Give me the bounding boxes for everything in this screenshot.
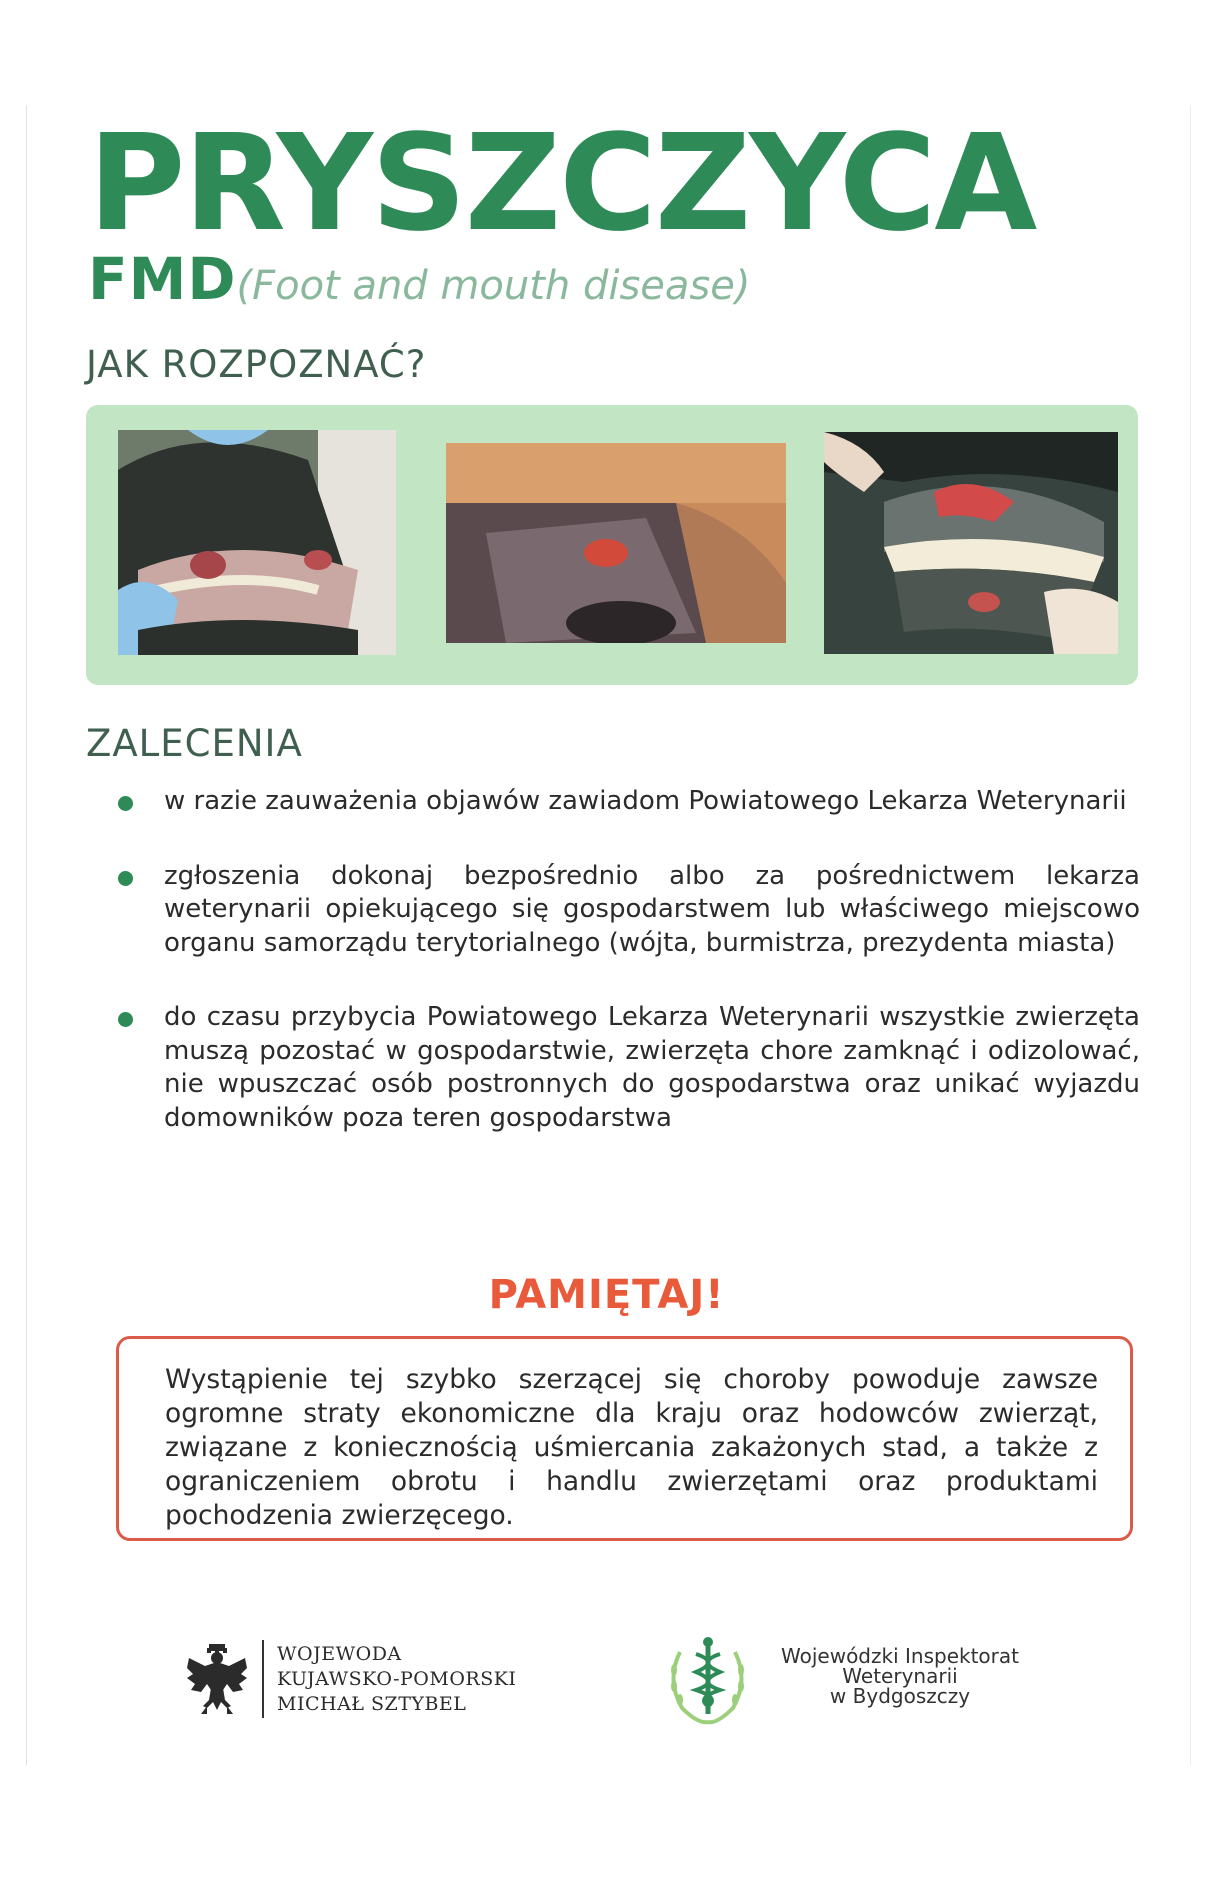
- warning-box: [116, 1336, 1133, 1541]
- photo-cattle-tongue-lesion: [824, 432, 1118, 654]
- governor-line-3: MICHAŁ SZTYBEL: [277, 1693, 467, 1715]
- list-item: [110, 785, 1140, 819]
- governor-text: [277, 1642, 516, 1717]
- subtitle: [88, 245, 750, 313]
- inspectorate-line-3: w Bydgoszczy: [829, 1684, 971, 1708]
- photo-hoof-lesion: [446, 443, 786, 643]
- divider: [262, 1640, 264, 1718]
- governor-signature: [185, 1640, 535, 1720]
- scan-edge-left: [26, 105, 27, 1765]
- inspectorate-signature: [660, 1632, 1100, 1727]
- subtitle-abbreviation: FMD: [88, 245, 237, 313]
- recommendations-list: [110, 785, 1140, 1176]
- bullet-icon: [118, 871, 133, 886]
- polish-eagle-icon: [185, 1644, 249, 1716]
- inspectorate-text: [760, 1646, 1040, 1706]
- inspectorate-line-2: Weterynarii: [842, 1664, 958, 1688]
- photo-panel: [86, 405, 1138, 685]
- page-title: PRYSZCZYCA: [88, 107, 1036, 261]
- list-item-text: do czasu przybycia Powiatowego Lekarza Weterynarii wszystkie zwierzęta muszą pozostać w gospodarstwie, zwierzęta chore zamknąć i odizolować, nie wpuszczać osób postronnych do gospodarstwa oraz unikać wyjazdu domowników poza teren gospodarstwa: [164, 1002, 1140, 1133]
- warning-text: Wystąpienie tej szybko szerzącej się choroby powoduje zawsze ogromne straty ekonomiczne dla kraju oraz hodowców zwierząt, związane z koniecznością uśmiercania zakażonych stad, a także z ograniczeniem obrotu i handlu zwierzętami oraz produktami pochodzenia zwierzęcego.: [165, 1364, 1098, 1531]
- recognize-heading: JAK ROZPOZNAĆ?: [86, 343, 427, 386]
- veterinary-inspectorate-logo-icon: [660, 1632, 755, 1727]
- list-item: [110, 860, 1140, 961]
- recommendations-heading: ZALECENIA: [86, 722, 303, 765]
- remember-heading: PAMIĘTAJ!: [488, 1272, 725, 1318]
- scan-edge-right: [1190, 105, 1191, 1765]
- photo-cattle-mouth-lesion: [118, 430, 396, 655]
- list-item: [110, 1001, 1140, 1135]
- governor-line-1: WOJEWODA: [277, 1643, 402, 1665]
- subtitle-full-name: (Foot and mouth disease): [236, 263, 751, 309]
- list-item-text: w razie zauważenia objawów zawiadom Powiatowego Lekarza Weterynarii: [164, 786, 1127, 816]
- bullet-icon: [118, 1012, 133, 1027]
- governor-line-2: KUJAWSKO-POMORSKI: [277, 1668, 517, 1690]
- bullet-icon: [118, 796, 133, 811]
- inspectorate-line-1: Wojewódzki Inspektorat: [781, 1644, 1019, 1668]
- list-item-text: zgłoszenia dokonaj bezpośrednio albo za pośrednictwem lekarza weterynarii opiekującego się gospodarstwem lub właściwego miejscowo organu samorządu terytorialnego (wójta, burmistrza, prezydenta miasta): [164, 860, 1140, 958]
